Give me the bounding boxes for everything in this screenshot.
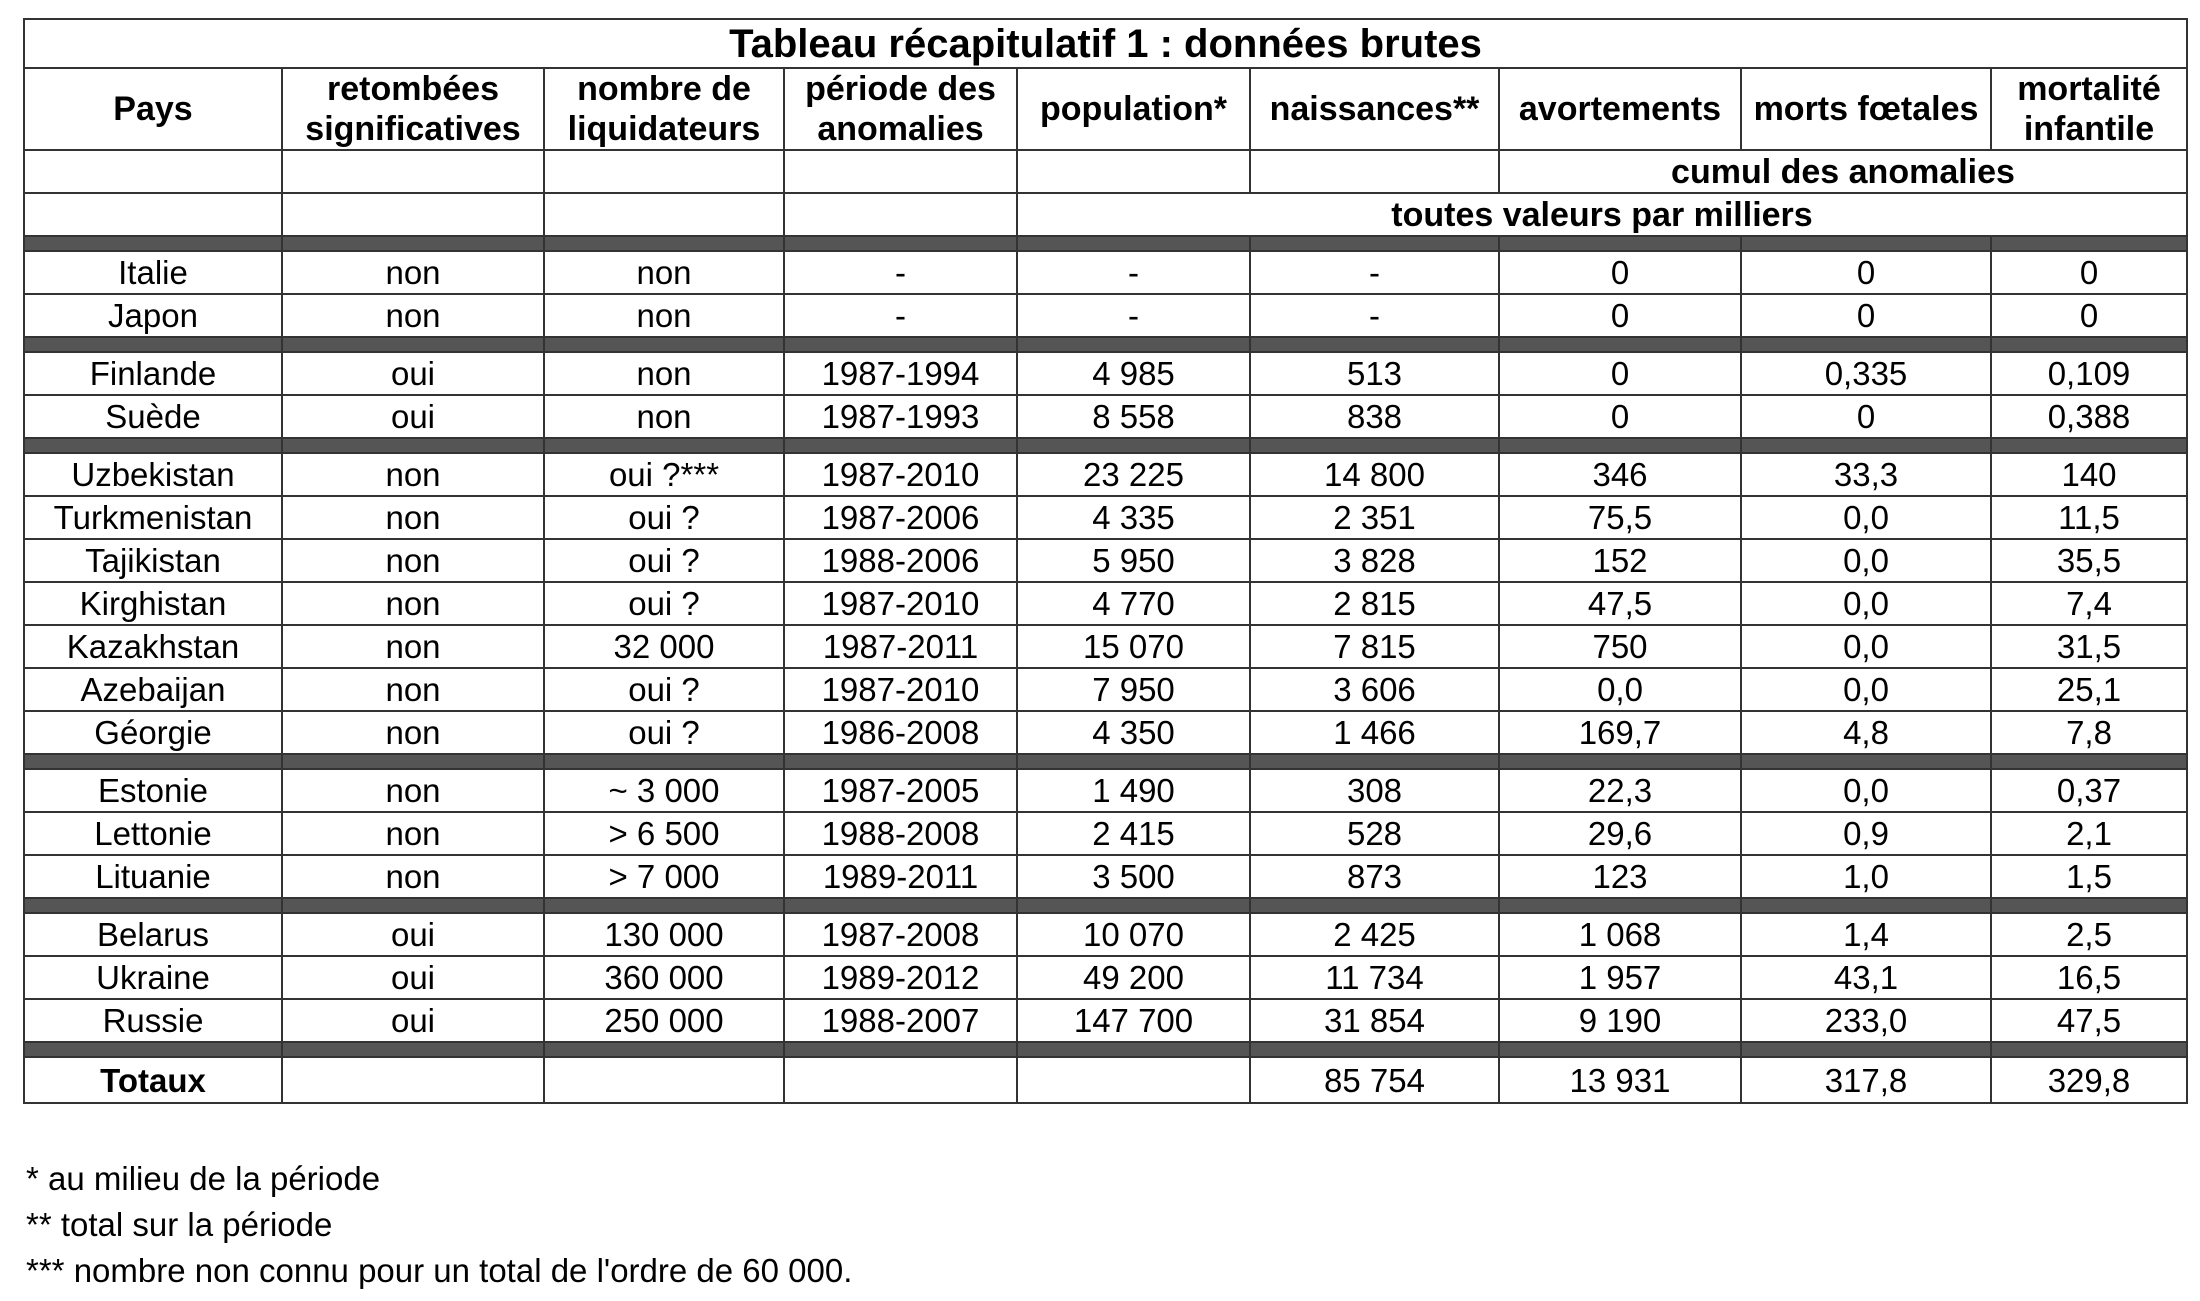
data-cell: 32 000 <box>544 625 784 668</box>
data-cell: non <box>282 539 544 582</box>
data-cell: 2 425 <box>1250 913 1499 956</box>
separator-cell <box>1741 1042 1991 1057</box>
table-row <box>24 453 2187 496</box>
data-cell: 75,5 <box>1499 496 1741 539</box>
data-cell: 308 <box>1250 769 1499 812</box>
country-cell: Finlande <box>24 352 282 395</box>
data-cell: 47,5 <box>1991 999 2187 1042</box>
separator-cell <box>1741 337 1991 352</box>
data-cell: 130 000 <box>544 913 784 956</box>
data-cell: 1987-2008 <box>784 913 1017 956</box>
separator-cell <box>1991 337 2187 352</box>
table-row <box>24 395 2187 438</box>
data-cell: 22,3 <box>1499 769 1741 812</box>
group-separator <box>24 337 2187 352</box>
totals-cell <box>282 1057 544 1103</box>
footnote-1: * au milieu de la période <box>26 1160 381 1197</box>
data-cell: 152 <box>1499 539 1741 582</box>
totals-cell: 317,8 <box>1741 1057 1991 1103</box>
data-cell: - <box>1250 294 1499 337</box>
data-cell: 250 000 <box>544 999 784 1042</box>
header-naissances: naissances** <box>1250 68 1499 150</box>
data-cell: non <box>544 251 784 294</box>
totals-cell <box>784 1057 1017 1103</box>
empty-cell <box>282 150 544 193</box>
empty-cell <box>282 193 544 236</box>
data-cell: non <box>544 352 784 395</box>
data-cell: 0 <box>1499 294 1741 337</box>
data-cell: 0,109 <box>1991 352 2187 395</box>
separator-cell <box>544 438 784 453</box>
data-cell: 0,0 <box>1741 582 1991 625</box>
country-cell: Azebaijan <box>24 668 282 711</box>
data-cell: non <box>282 668 544 711</box>
data-cell: 1 490 <box>1017 769 1250 812</box>
separator-cell <box>784 898 1017 913</box>
data-cell: 1 957 <box>1499 956 1741 999</box>
table-row <box>24 956 2187 999</box>
empty-cell <box>1250 150 1499 193</box>
subheader-units-row <box>24 193 2187 236</box>
data-cell: oui <box>282 913 544 956</box>
separator-cell <box>1499 438 1741 453</box>
separator-cell <box>1741 236 1991 251</box>
separator-cell <box>1250 438 1499 453</box>
header-liquidateurs: nombre de liquidateurs <box>544 68 784 150</box>
data-cell: 0 <box>1991 294 2187 337</box>
empty-cell <box>544 150 784 193</box>
data-cell: 4 350 <box>1017 711 1250 754</box>
table-title: Tableau récapitulatif 1 : données brutes <box>24 19 2187 68</box>
data-cell: 8 558 <box>1017 395 1250 438</box>
separator-cell <box>1250 1042 1499 1057</box>
data-cell: 0 <box>1991 251 2187 294</box>
data-cell: non <box>282 582 544 625</box>
empty-cell <box>544 193 784 236</box>
data-cell: 0,0 <box>1741 496 1991 539</box>
data-cell: 25,1 <box>1991 668 2187 711</box>
table-row <box>24 496 2187 539</box>
data-cell: 2 415 <box>1017 812 1250 855</box>
data-cell: 7 950 <box>1017 668 1250 711</box>
data-cell: 838 <box>1250 395 1499 438</box>
country-cell: Lettonie <box>24 812 282 855</box>
data-cell: oui ? <box>544 539 784 582</box>
data-cell: 2,1 <box>1991 812 2187 855</box>
data-cell: ~ 3 000 <box>544 769 784 812</box>
data-cell: 360 000 <box>544 956 784 999</box>
separator-cell <box>282 438 544 453</box>
data-cell: 528 <box>1250 812 1499 855</box>
data-cell: 4 770 <box>1017 582 1250 625</box>
header-pays: Pays <box>24 68 282 150</box>
data-cell: 11 734 <box>1250 956 1499 999</box>
data-cell: oui ? <box>544 496 784 539</box>
totals-cell: 85 754 <box>1250 1057 1499 1103</box>
data-cell: > 7 000 <box>544 855 784 898</box>
separator-cell <box>544 1042 784 1057</box>
separator-cell <box>282 1042 544 1057</box>
data-cell: 0,0 <box>1741 539 1991 582</box>
separator-cell <box>784 438 1017 453</box>
country-cell: Géorgie <box>24 711 282 754</box>
title-row <box>24 19 2187 68</box>
data-cell: 1987-2006 <box>784 496 1017 539</box>
separator-cell <box>1250 236 1499 251</box>
separator-cell <box>24 754 282 769</box>
data-cell: 11,5 <box>1991 496 2187 539</box>
separator-cell <box>1017 754 1250 769</box>
data-cell: 7,8 <box>1991 711 2187 754</box>
separator-cell <box>1991 438 2187 453</box>
data-cell: 1987-2010 <box>784 668 1017 711</box>
data-cell: non <box>282 855 544 898</box>
data-cell: 3 500 <box>1017 855 1250 898</box>
table-row <box>24 855 2187 898</box>
table-row <box>24 913 2187 956</box>
subheader-cumul-row <box>24 150 2187 193</box>
group-separator <box>24 754 2187 769</box>
data-cell: 0 <box>1741 294 1991 337</box>
data-cell: 7 815 <box>1250 625 1499 668</box>
data-cell: non <box>282 769 544 812</box>
data-cell: 14 800 <box>1250 453 1499 496</box>
data-cell: - <box>784 294 1017 337</box>
data-cell: 35,5 <box>1991 539 2187 582</box>
data-cell: - <box>1017 251 1250 294</box>
country-cell: Italie <box>24 251 282 294</box>
country-cell: Lituanie <box>24 855 282 898</box>
empty-cell <box>24 150 282 193</box>
separator-cell <box>544 754 784 769</box>
data-cell: oui <box>282 395 544 438</box>
table-row <box>24 769 2187 812</box>
data-cell: 7,4 <box>1991 582 2187 625</box>
country-cell: Ukraine <box>24 956 282 999</box>
data-cell: 1987-1994 <box>784 352 1017 395</box>
separator-cell <box>784 236 1017 251</box>
empty-cell <box>1017 150 1250 193</box>
empty-cell <box>784 150 1017 193</box>
table-row <box>24 999 2187 1042</box>
separator-cell <box>1991 898 2187 913</box>
data-cell: 3 828 <box>1250 539 1499 582</box>
header-morts-foetales: morts fœtales <box>1741 68 1991 150</box>
data-cell: 49 200 <box>1017 956 1250 999</box>
country-cell: Kirghistan <box>24 582 282 625</box>
separator-cell <box>544 236 784 251</box>
data-cell: 346 <box>1499 453 1741 496</box>
country-cell: Japon <box>24 294 282 337</box>
separator-cell <box>1499 337 1741 352</box>
header-row <box>24 68 2187 150</box>
data-cell: 1,5 <box>1991 855 2187 898</box>
data-cell: 5 950 <box>1017 539 1250 582</box>
data-cell: 31 854 <box>1250 999 1499 1042</box>
data-cell: 0 <box>1499 352 1741 395</box>
footnotes <box>26 1156 852 1294</box>
data-cell: - <box>784 251 1017 294</box>
separator-cell <box>1499 898 1741 913</box>
country-cell: Kazakhstan <box>24 625 282 668</box>
data-cell: 29,6 <box>1499 812 1741 855</box>
data-cell: 1986-2008 <box>784 711 1017 754</box>
data-cell: 33,3 <box>1741 453 1991 496</box>
country-cell: Tajikistan <box>24 539 282 582</box>
data-cell: oui <box>282 352 544 395</box>
separator-cell <box>1991 754 2187 769</box>
data-cell: 1987-2005 <box>784 769 1017 812</box>
data-cell: 513 <box>1250 352 1499 395</box>
data-cell: - <box>1250 251 1499 294</box>
separator-cell <box>1250 754 1499 769</box>
data-cell: 1988-2008 <box>784 812 1017 855</box>
separator-cell <box>1017 898 1250 913</box>
data-cell: 10 070 <box>1017 913 1250 956</box>
separator-cell <box>24 236 282 251</box>
data-cell: non <box>282 453 544 496</box>
header-mortalite-infantile: mortalité infantile <box>1991 68 2187 150</box>
separator-cell <box>784 337 1017 352</box>
table-row <box>24 582 2187 625</box>
subheader-cumul: cumul des anomalies <box>1499 150 2187 193</box>
group-separator <box>24 438 2187 453</box>
data-cell: oui <box>282 956 544 999</box>
data-cell: 1989-2011 <box>784 855 1017 898</box>
data-cell: 15 070 <box>1017 625 1250 668</box>
separator-cell <box>1499 236 1741 251</box>
data-cell: oui ? <box>544 711 784 754</box>
separator-cell <box>1741 438 1991 453</box>
separator-cell <box>24 1042 282 1057</box>
table-row <box>24 352 2187 395</box>
data-cell: non <box>282 294 544 337</box>
totals-label: Totaux <box>24 1057 282 1103</box>
summary-table-container <box>23 18 2186 1104</box>
separator-cell <box>1499 754 1741 769</box>
data-cell: oui <box>282 999 544 1042</box>
data-cell: 169,7 <box>1499 711 1741 754</box>
data-cell: 873 <box>1250 855 1499 898</box>
data-cell: oui ? <box>544 582 784 625</box>
separator-cell <box>784 754 1017 769</box>
summary-table <box>23 18 2188 1104</box>
group-separator <box>24 898 2187 913</box>
data-cell: 1987-2010 <box>784 453 1017 496</box>
data-cell: 0,0 <box>1741 668 1991 711</box>
data-cell: 147 700 <box>1017 999 1250 1042</box>
data-cell: 0,37 <box>1991 769 2187 812</box>
separator-cell <box>24 337 282 352</box>
table-row <box>24 812 2187 855</box>
country-cell: Turkmenistan <box>24 496 282 539</box>
data-cell: 2,5 <box>1991 913 2187 956</box>
data-cell: 1987-2010 <box>784 582 1017 625</box>
totals-cell: 13 931 <box>1499 1057 1741 1103</box>
data-cell: 1 068 <box>1499 913 1741 956</box>
data-cell: oui ?*** <box>544 453 784 496</box>
data-cell: 4,8 <box>1741 711 1991 754</box>
separator-cell <box>1250 337 1499 352</box>
footnote-2: ** total sur la période <box>26 1206 333 1243</box>
totals-cell: 329,8 <box>1991 1057 2187 1103</box>
data-cell: 9 190 <box>1499 999 1741 1042</box>
data-cell: 1988-2007 <box>784 999 1017 1042</box>
separator-cell <box>1250 898 1499 913</box>
group-separator <box>24 236 2187 251</box>
separator-cell <box>24 438 282 453</box>
table-row <box>24 539 2187 582</box>
totals-cell <box>1017 1057 1250 1103</box>
data-cell: 0 <box>1741 251 1991 294</box>
data-cell: non <box>544 294 784 337</box>
data-cell: 1 466 <box>1250 711 1499 754</box>
data-cell: 0,0 <box>1741 625 1991 668</box>
data-cell: non <box>282 251 544 294</box>
separator-cell <box>544 337 784 352</box>
subheader-units: toutes valeurs par milliers <box>1017 193 2187 236</box>
data-cell: 0 <box>1741 395 1991 438</box>
data-cell: 0,9 <box>1741 812 1991 855</box>
data-cell: 16,5 <box>1991 956 2187 999</box>
data-cell: non <box>282 812 544 855</box>
data-cell: 47,5 <box>1499 582 1741 625</box>
table-row <box>24 668 2187 711</box>
separator-cell <box>1017 337 1250 352</box>
data-cell: oui ? <box>544 668 784 711</box>
data-cell: 4 985 <box>1017 352 1250 395</box>
separator-cell <box>1499 1042 1741 1057</box>
separator-cell <box>282 754 544 769</box>
data-cell: 23 225 <box>1017 453 1250 496</box>
data-cell: 0,0 <box>1741 769 1991 812</box>
data-cell: 140 <box>1991 453 2187 496</box>
separator-cell <box>784 1042 1017 1057</box>
separator-cell <box>24 898 282 913</box>
group-separator <box>24 1042 2187 1057</box>
header-population: population* <box>1017 68 1250 150</box>
data-cell: 0,388 <box>1991 395 2187 438</box>
data-cell: 0,335 <box>1741 352 1991 395</box>
data-cell: 1989-2012 <box>784 956 1017 999</box>
separator-cell <box>1017 1042 1250 1057</box>
footnote-3: *** nombre non connu pour un total de l'ordre de 60 000. <box>26 1252 853 1289</box>
country-cell: Belarus <box>24 913 282 956</box>
separator-cell <box>1991 236 2187 251</box>
separator-cell <box>282 898 544 913</box>
separator-cell <box>282 236 544 251</box>
table-row <box>24 711 2187 754</box>
separator-cell <box>1017 236 1250 251</box>
data-cell: 750 <box>1499 625 1741 668</box>
data-cell: non <box>282 496 544 539</box>
data-cell: 233,0 <box>1741 999 1991 1042</box>
separator-cell <box>282 337 544 352</box>
country-cell: Uzbekistan <box>24 453 282 496</box>
separator-cell <box>1991 1042 2187 1057</box>
data-cell: 31,5 <box>1991 625 2187 668</box>
header-avortements: avortements <box>1499 68 1741 150</box>
data-cell: 0,0 <box>1499 668 1741 711</box>
data-cell: non <box>282 711 544 754</box>
country-cell: Estonie <box>24 769 282 812</box>
empty-cell <box>784 193 1017 236</box>
data-cell: 0 <box>1499 251 1741 294</box>
data-cell: 1988-2006 <box>784 539 1017 582</box>
separator-cell <box>1741 754 1991 769</box>
data-cell: 0 <box>1499 395 1741 438</box>
data-cell: > 6 500 <box>544 812 784 855</box>
data-cell: 2 815 <box>1250 582 1499 625</box>
data-cell: 1,0 <box>1741 855 1991 898</box>
separator-cell <box>1017 438 1250 453</box>
country-cell: Suède <box>24 395 282 438</box>
table-row <box>24 251 2187 294</box>
data-cell: 43,1 <box>1741 956 1991 999</box>
totals-row <box>24 1057 2187 1103</box>
data-cell: 3 606 <box>1250 668 1499 711</box>
empty-cell <box>24 193 282 236</box>
totals-cell <box>544 1057 784 1103</box>
data-cell: 1987-2011 <box>784 625 1017 668</box>
data-cell: 123 <box>1499 855 1741 898</box>
data-cell: non <box>544 395 784 438</box>
data-cell: 4 335 <box>1017 496 1250 539</box>
data-cell: 1,4 <box>1741 913 1991 956</box>
country-cell: Russie <box>24 999 282 1042</box>
header-periode: période des anomalies <box>784 68 1017 150</box>
header-retombees: retombées significatives <box>282 68 544 150</box>
data-cell: non <box>282 625 544 668</box>
data-cell: 2 351 <box>1250 496 1499 539</box>
data-cell: 1987-1993 <box>784 395 1017 438</box>
separator-cell <box>1741 898 1991 913</box>
separator-cell <box>544 898 784 913</box>
table-row <box>24 625 2187 668</box>
table-row <box>24 294 2187 337</box>
data-cell: - <box>1017 294 1250 337</box>
